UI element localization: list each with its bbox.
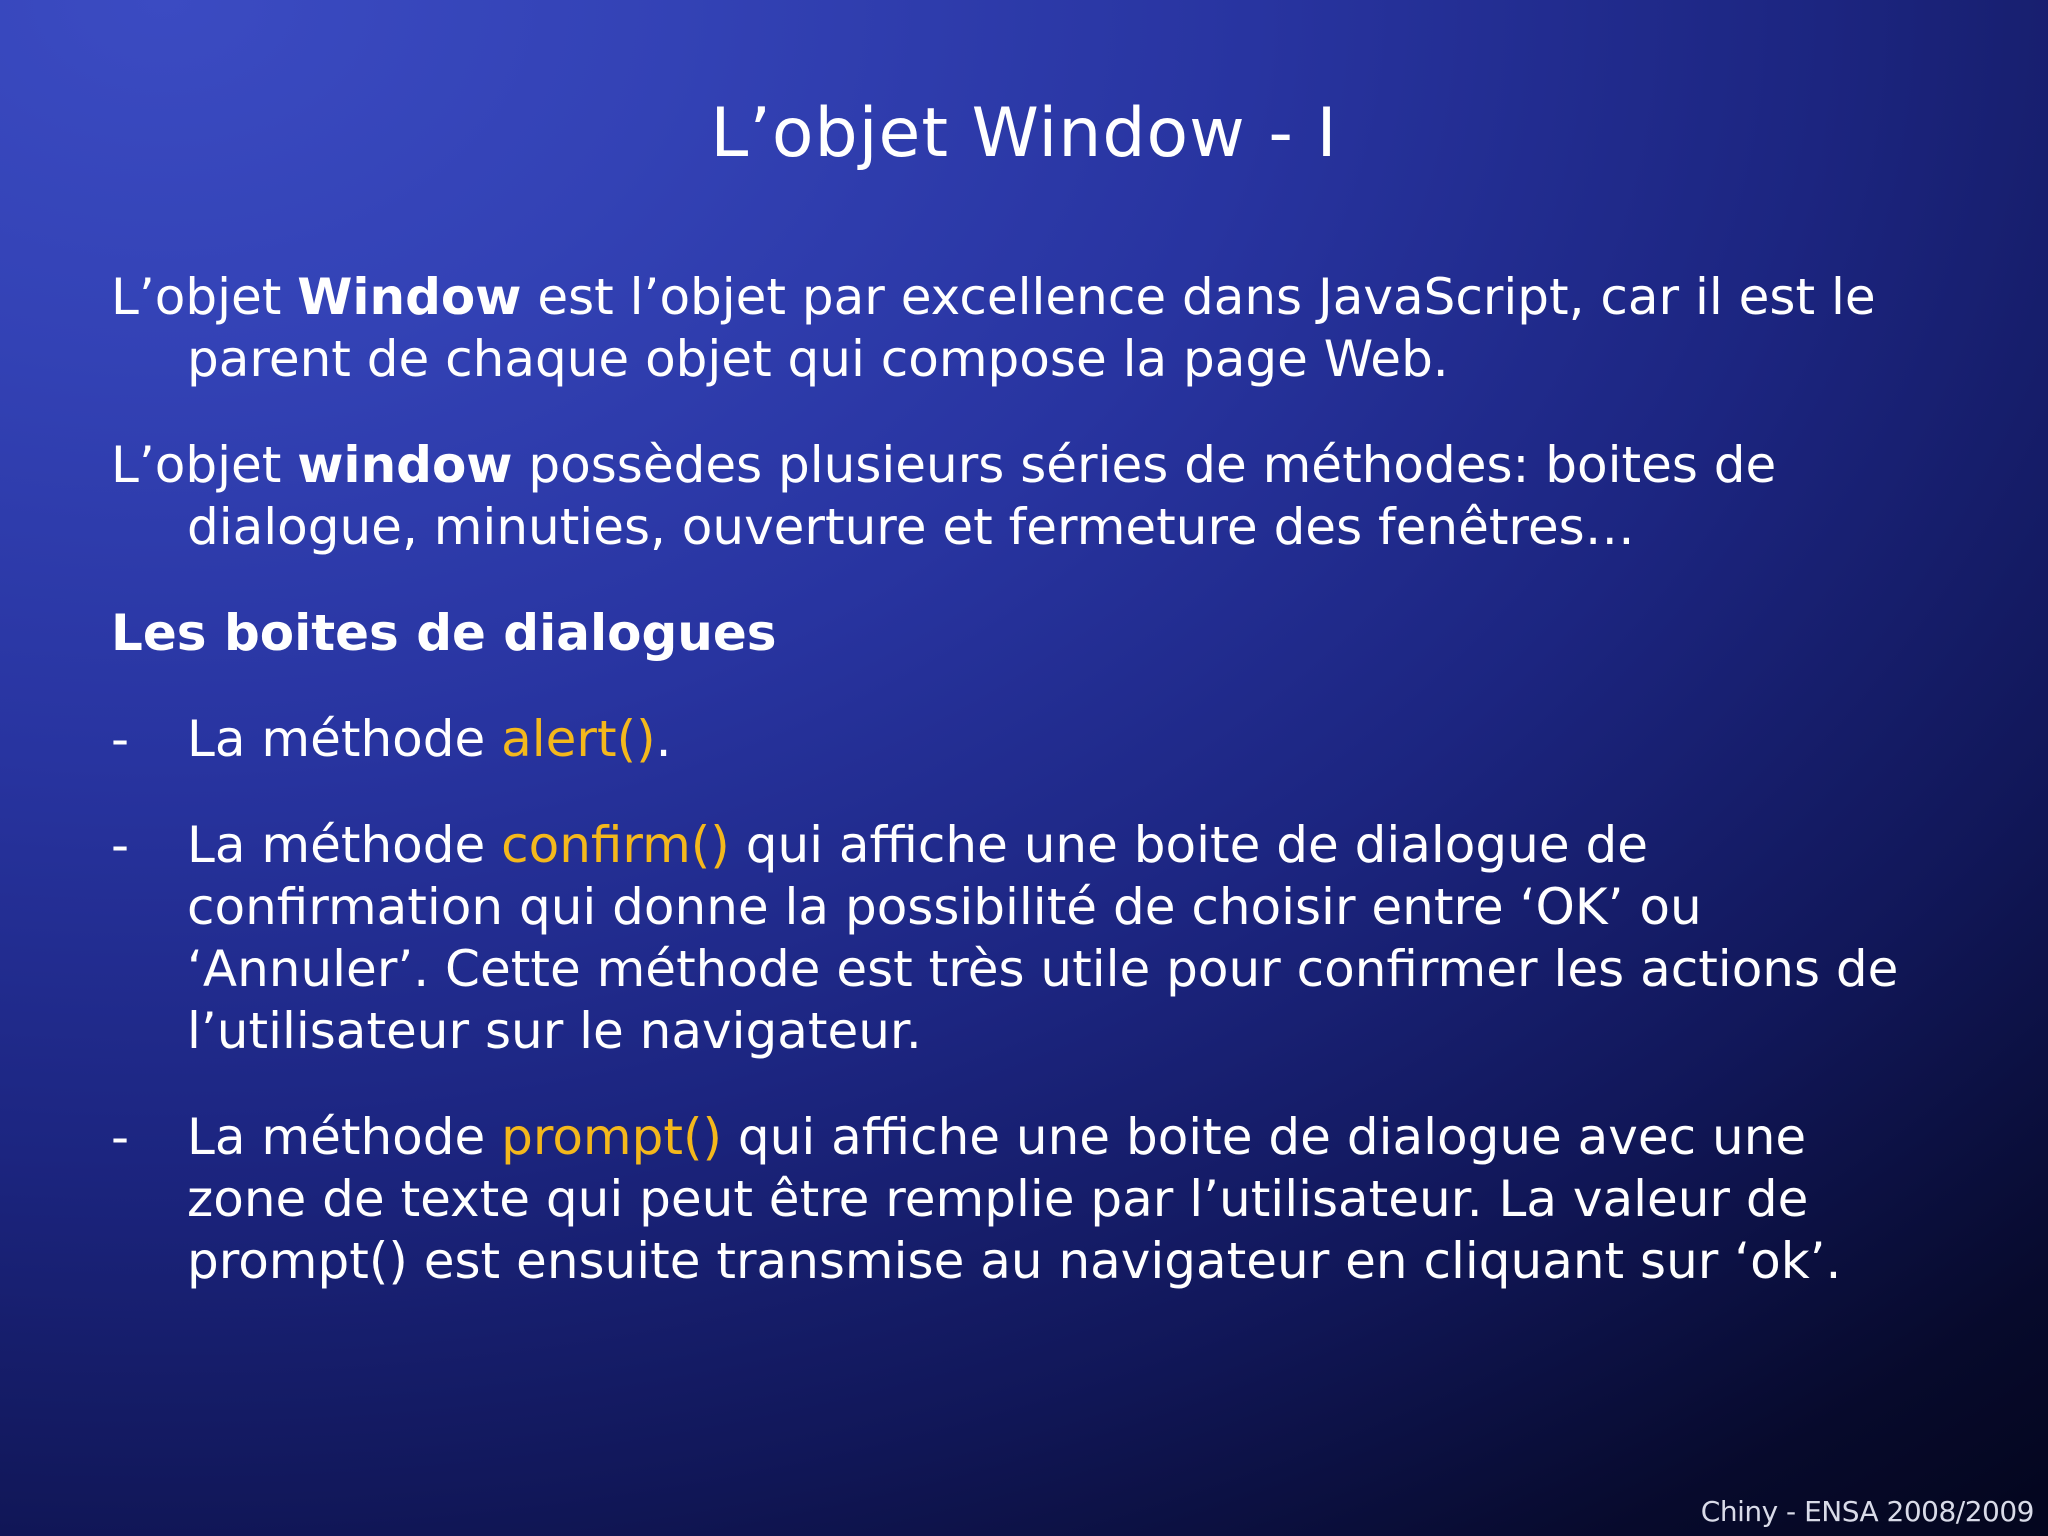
- section-heading: Les boites de dialogues: [111, 604, 777, 662]
- bullet-suffix: .: [655, 710, 672, 768]
- bullet-text: [187, 1106, 1941, 1292]
- method-name: confirm(): [501, 816, 730, 874]
- method-name: alert(): [501, 710, 656, 768]
- paragraph-window-object: [111, 266, 1941, 390]
- paragraph-prefix: L’objet: [111, 268, 298, 326]
- paragraph-suffix: est l’objet par excellence dans JavaScript, car il est le parent de chaque objet qui compose la page Web.: [187, 268, 1876, 388]
- bullet-suffix: qui affiche une boite de dialogue avec une zone de texte qui peut être remplie par l’utilisateur. La valeur de prompt() est ensuite transmise au navigateur en cliquant sur ‘ok’.: [187, 1108, 1842, 1290]
- paragraph-prefix: L’objet: [111, 436, 298, 494]
- bullet-prefix: La méthode: [187, 1108, 502, 1166]
- bullet-item-prompt: [111, 1106, 1941, 1292]
- bullet-text: [187, 814, 1941, 1062]
- bullet-prefix: La méthode: [187, 816, 502, 874]
- bullet-text: [187, 708, 1941, 770]
- slide-title: L’objet Window - I: [710, 94, 1338, 173]
- bullet-marker: -: [111, 710, 130, 768]
- slide-footer: Chiny - ENSA 2008/2009: [1700, 1495, 2034, 1528]
- paragraph-suffix: possèdes plusieurs séries de méthodes: boites de dialogue, minuties, ouverture et fermeture des fenêtres…: [187, 436, 1777, 556]
- bullet-item-confirm: [111, 814, 1941, 1062]
- method-name: prompt(): [501, 1108, 722, 1166]
- bullet-marker: -: [111, 816, 130, 874]
- bullet-marker: -: [111, 1108, 130, 1166]
- paragraph-bold-term: Window: [297, 268, 522, 326]
- slide-content: [111, 266, 1941, 1336]
- paragraph-bold-term: window: [297, 436, 513, 494]
- bullet-item-alert: [111, 708, 1941, 770]
- paragraph-window-methods: [111, 434, 1941, 558]
- bullet-prefix: La méthode: [187, 710, 502, 768]
- bullet-suffix: qui affiche une boite de dialogue de confirmation qui donne la possibilité de choisir entre ‘OK’ ou ‘Annuler’. Cette méthode est très utile pour confirmer les actions de l’utilisateur sur le navigateur.: [187, 816, 1899, 1060]
